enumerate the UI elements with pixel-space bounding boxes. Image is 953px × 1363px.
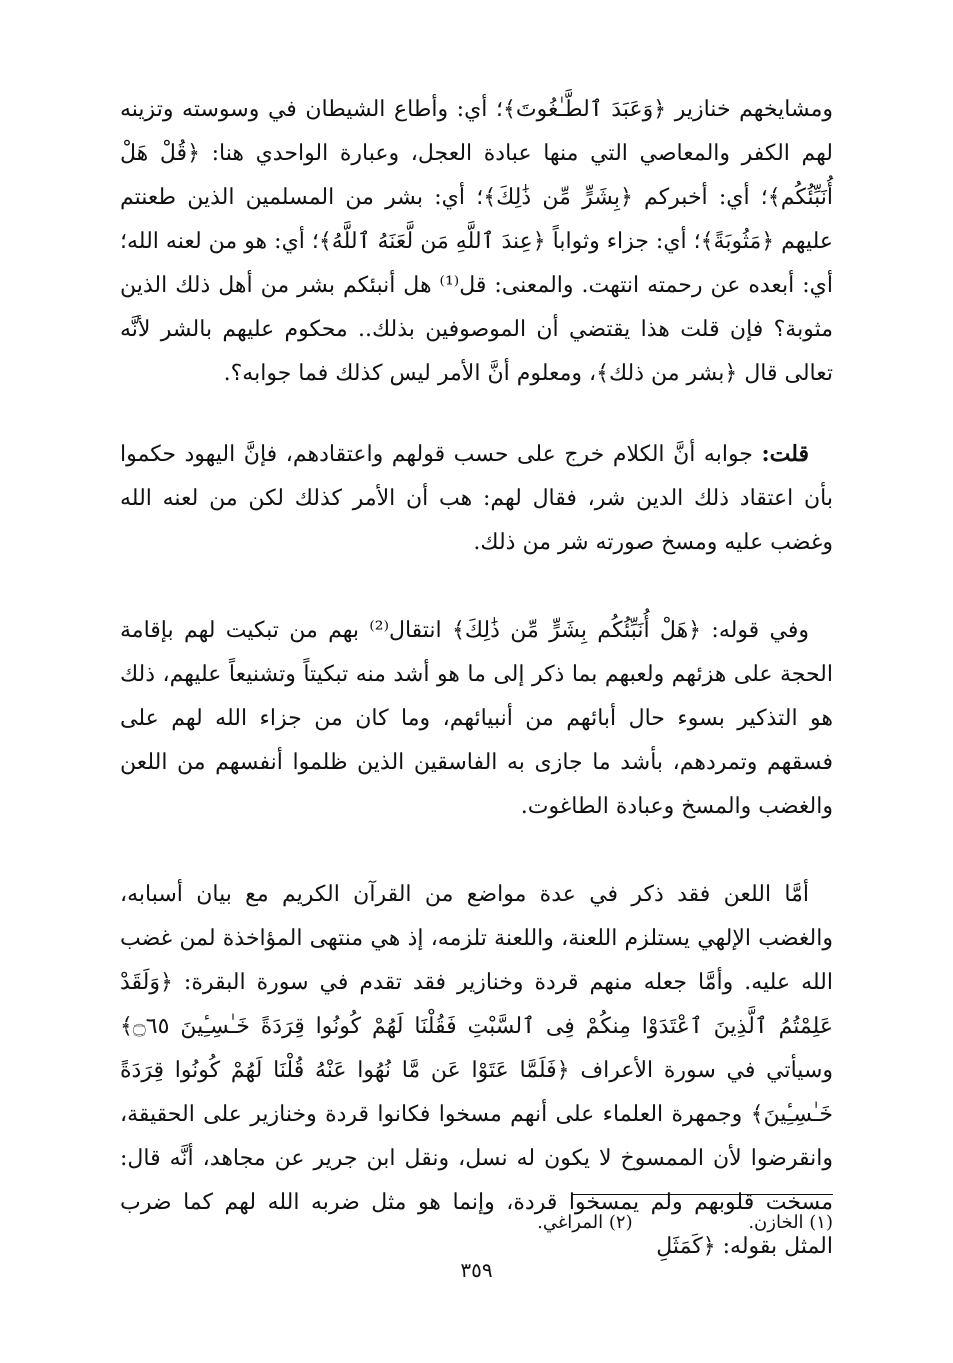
main-text — [120, 88, 833, 1313]
lead-word: قلت: — [761, 441, 810, 467]
footnote-1: (١) الخازن. — [748, 1212, 833, 1233]
footnotes — [120, 1210, 833, 1236]
paragraph-1: ومشايخهم خنازير ﴿وَعَبَدَ ٱلطَّـٰغُوتَ﴾؛ أي: وأطاع الشيطان في وسوسته وتزينه لهم الكفر والمعاصي التي منها عبادة العجل، وعبارة الواحدي هنا: ﴿قُلْ هَلْ أُنَبِّئُكُم﴾؛ أي: أخبركم ﴿بِشَرٍّ مِّن ذَٰلِكَ﴾؛ أي: بشر من المسلمين الذين طعنتم عليهم ﴿مَثُوبَةً﴾؛ أي: جزاء وثواباً ﴿عِندَ ٱللَّهِ مَن لَّعَنَهُ ٱللَّهُ﴾؛ أي: هو من لعنه الله؛ أي: أبعده عن رحمته انتهت. والمعنى: قل⁽¹⁾ هل أنبئكم بشر من أهل ذلك الذين مثوبة؟ فإن قلت هذا يقتضي أن الموصوفين بذلك.. محكوم عليهم بالشر لأنَّه تعالى قال ﴿بشر من ذلك﴾، ومعلوم أنَّ الأمر ليس كذلك فما جوابه؟. — [120, 97, 833, 386]
footnote-separator — [571, 1194, 833, 1195]
page-number: ٣٥٩ — [460, 1258, 493, 1282]
paragraph-3: وفي قوله: ﴿هَلْ أُنَبِّئُكُم بِشَرٍّ مِّن ذَٰلِكَ﴾ انتقال⁽²⁾ بهم من تبكيت لهم بإقامة الحجة على هزئهم ولعبهم بما ذكر إلى ما هو أشد منه تبكيتاً وتشنيعاً عليهم، ذلك هو التذكير بسوء حال أبائهم من أنبيائهم، وما كان من جزاء الله لهم على فسقهم وتمردهم، بأشد ما جازى به الفاسقين الذين ظلموا أنفسهم من اللعن والغضب والمسخ وعبادة الطاغوت. — [120, 618, 833, 819]
paragraph-4: أمَّا اللعن فقد ذكر في عدة مواضع من القرآن الكريم مع بيان أسبابه، والغضب الإلهي يستلزم اللعنة، واللعنة تلزمه، إذ هي منتهى المؤاخذة لمن غضب الله عليه. وأمَّا جعله منهم قردة وخنازير فقد تقدم في سورة البقرة: ﴿وَلَقَدْ عَلِمْتُمُ ٱلَّذِينَ ٱعْتَدَوْا مِنكُمْ فِى ٱلسَّبْتِ فَقُلْنَا لَهُمْ كُونُوا قِرَدَةً خَـٰسِـِٔينَ ۝٦٥﴾ وسيأتي في سورة الأعراف ﴿فَلَمَّا عَتَوْا عَن مَّا نُهُوا عَنْهُ قُلْنَا لَهُمْ كُونُوا قِرَدَةً خَـٰسِـِٔينَ﴾ وجمهرة العلماء على أنهم مسخوا فكانوا قردة وخنازير على الحقيقة، وانقرضوا لأن الممسوخ لا يكون له نسل، ونقل ابن جرير عن مجاهد، أنَّه قال: مسخت قلوبهم ولم يمسخوا قردة، وإنما هو مثل ضربه الله لهم كما ضرب المثل بقوله: ﴿كَمَثَلِ — [120, 882, 834, 1259]
paragraph-2 — [120, 432, 833, 565]
footnote-2: (٢) المراغي. — [537, 1212, 633, 1233]
paragraph-2-text: جوابه أنَّ الكلام خرج على حسب قولهم واعتقادهم، فإنَّ اليهود حكموا بأن اعتقاد ذلك الدين شر، فقال لهم: هب أن الأمر كذلك لكن من لعنه الله وغضب عليه ومسخ صورته شر من ذلك. — [120, 442, 833, 555]
